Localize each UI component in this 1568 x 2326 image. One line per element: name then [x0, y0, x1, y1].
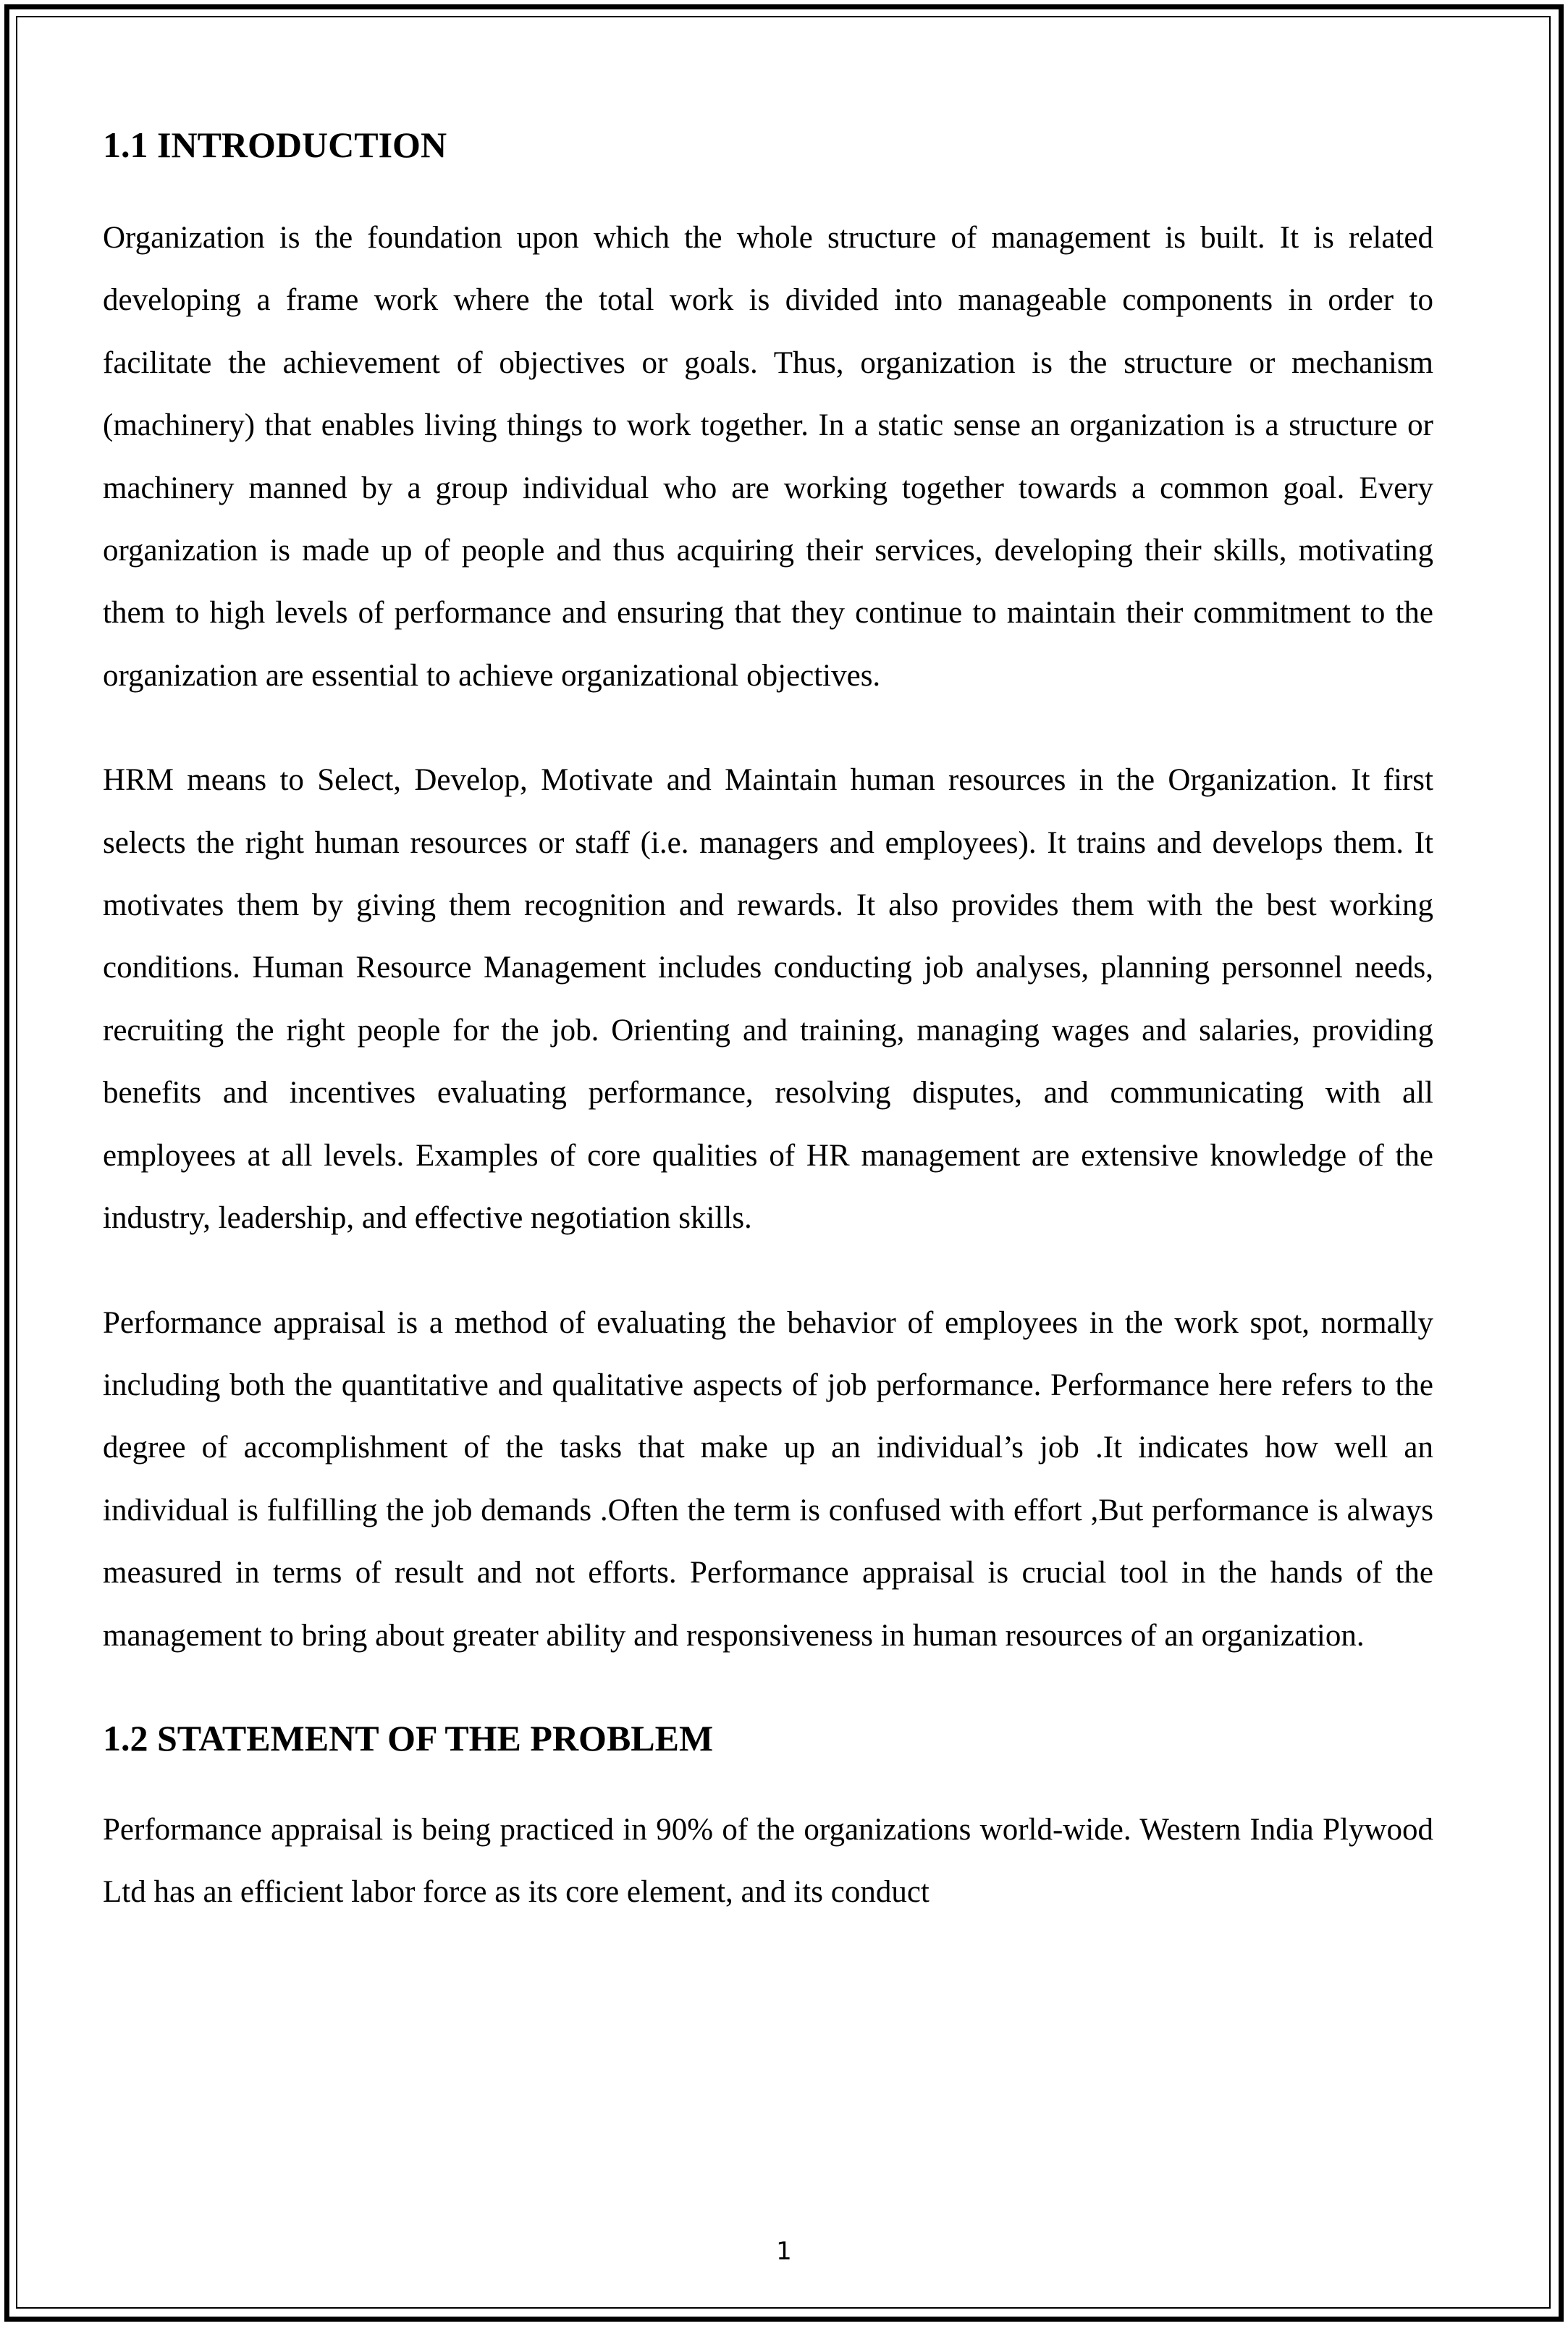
page-number: 1	[776, 2237, 792, 2266]
paragraph-hrm: HRM means to Select, Develop, Motivate and Maintain human resources in the Organization. It first selects the right human resources or staff (i.e. managers and employees). It trains and develops them. It motivates them by giving them recognition and rewards. It also provides them with the best working conditions. Human Resource Management includes conducting job analyses, planning personnel needs, recruiting the right people for the job. Orienting and training, managing wages and salaries, providing benefits and incentives evaluating performance, resolving disputes, and communicating with all employees at all levels. Examples of core qualities of HR management are extensive knowledge of the industry, leadership, and effective negotiation skills.	[103, 763, 1433, 1236]
document-body	[103, 116, 1433, 1924]
section-heading-statement-of-problem: 1.2 STATEMENT OF THE PROBLEM	[103, 1717, 714, 1758]
paragraph-organization: Organization is the foundation upon which the whole structure of management is built. It is related developing a frame work where the total work is divided into manageable components in order to facilitate the achievement of objectives or goals. Thus, organization is the structure or mechanism (machinery) that enables living things to work together. In a static sense an organization is a structure or machinery manned by a group individual who are working together towards a common goal. Every organization is made up of people and thus acquiring their services, developing their skills, motivating them to high levels of performance and ensuring that they continue to maintain their commitment to the organization are essential to achieve organizational objectives.	[103, 221, 1433, 693]
section-heading-introduction: 1.1 INTRODUCTION	[103, 125, 447, 165]
paragraph-statement-of-problem: Performance appraisal is being practiced in 90% of the organizations world-wide. Western India Plywood Ltd has an efficient labor force as its core element, and its conduct	[103, 1812, 1433, 1910]
paragraph-performance-appraisal: Performance appraisal is a method of evaluating the behavior of employees in the work spot, normally including both the quantitative and qualitative aspects of job performance. Performance here refers to the degree of accomplishment of the tasks that make up an individual’s job .It indicates how well an individual is fulfilling the job demands .Often the term is confused with effort ,But performance is always measured in terms of result and not efforts. Performance appraisal is crucial tool in the hands of the management to bring about greater ability and responsiveness in human resources of an organization.	[103, 1305, 1433, 1653]
